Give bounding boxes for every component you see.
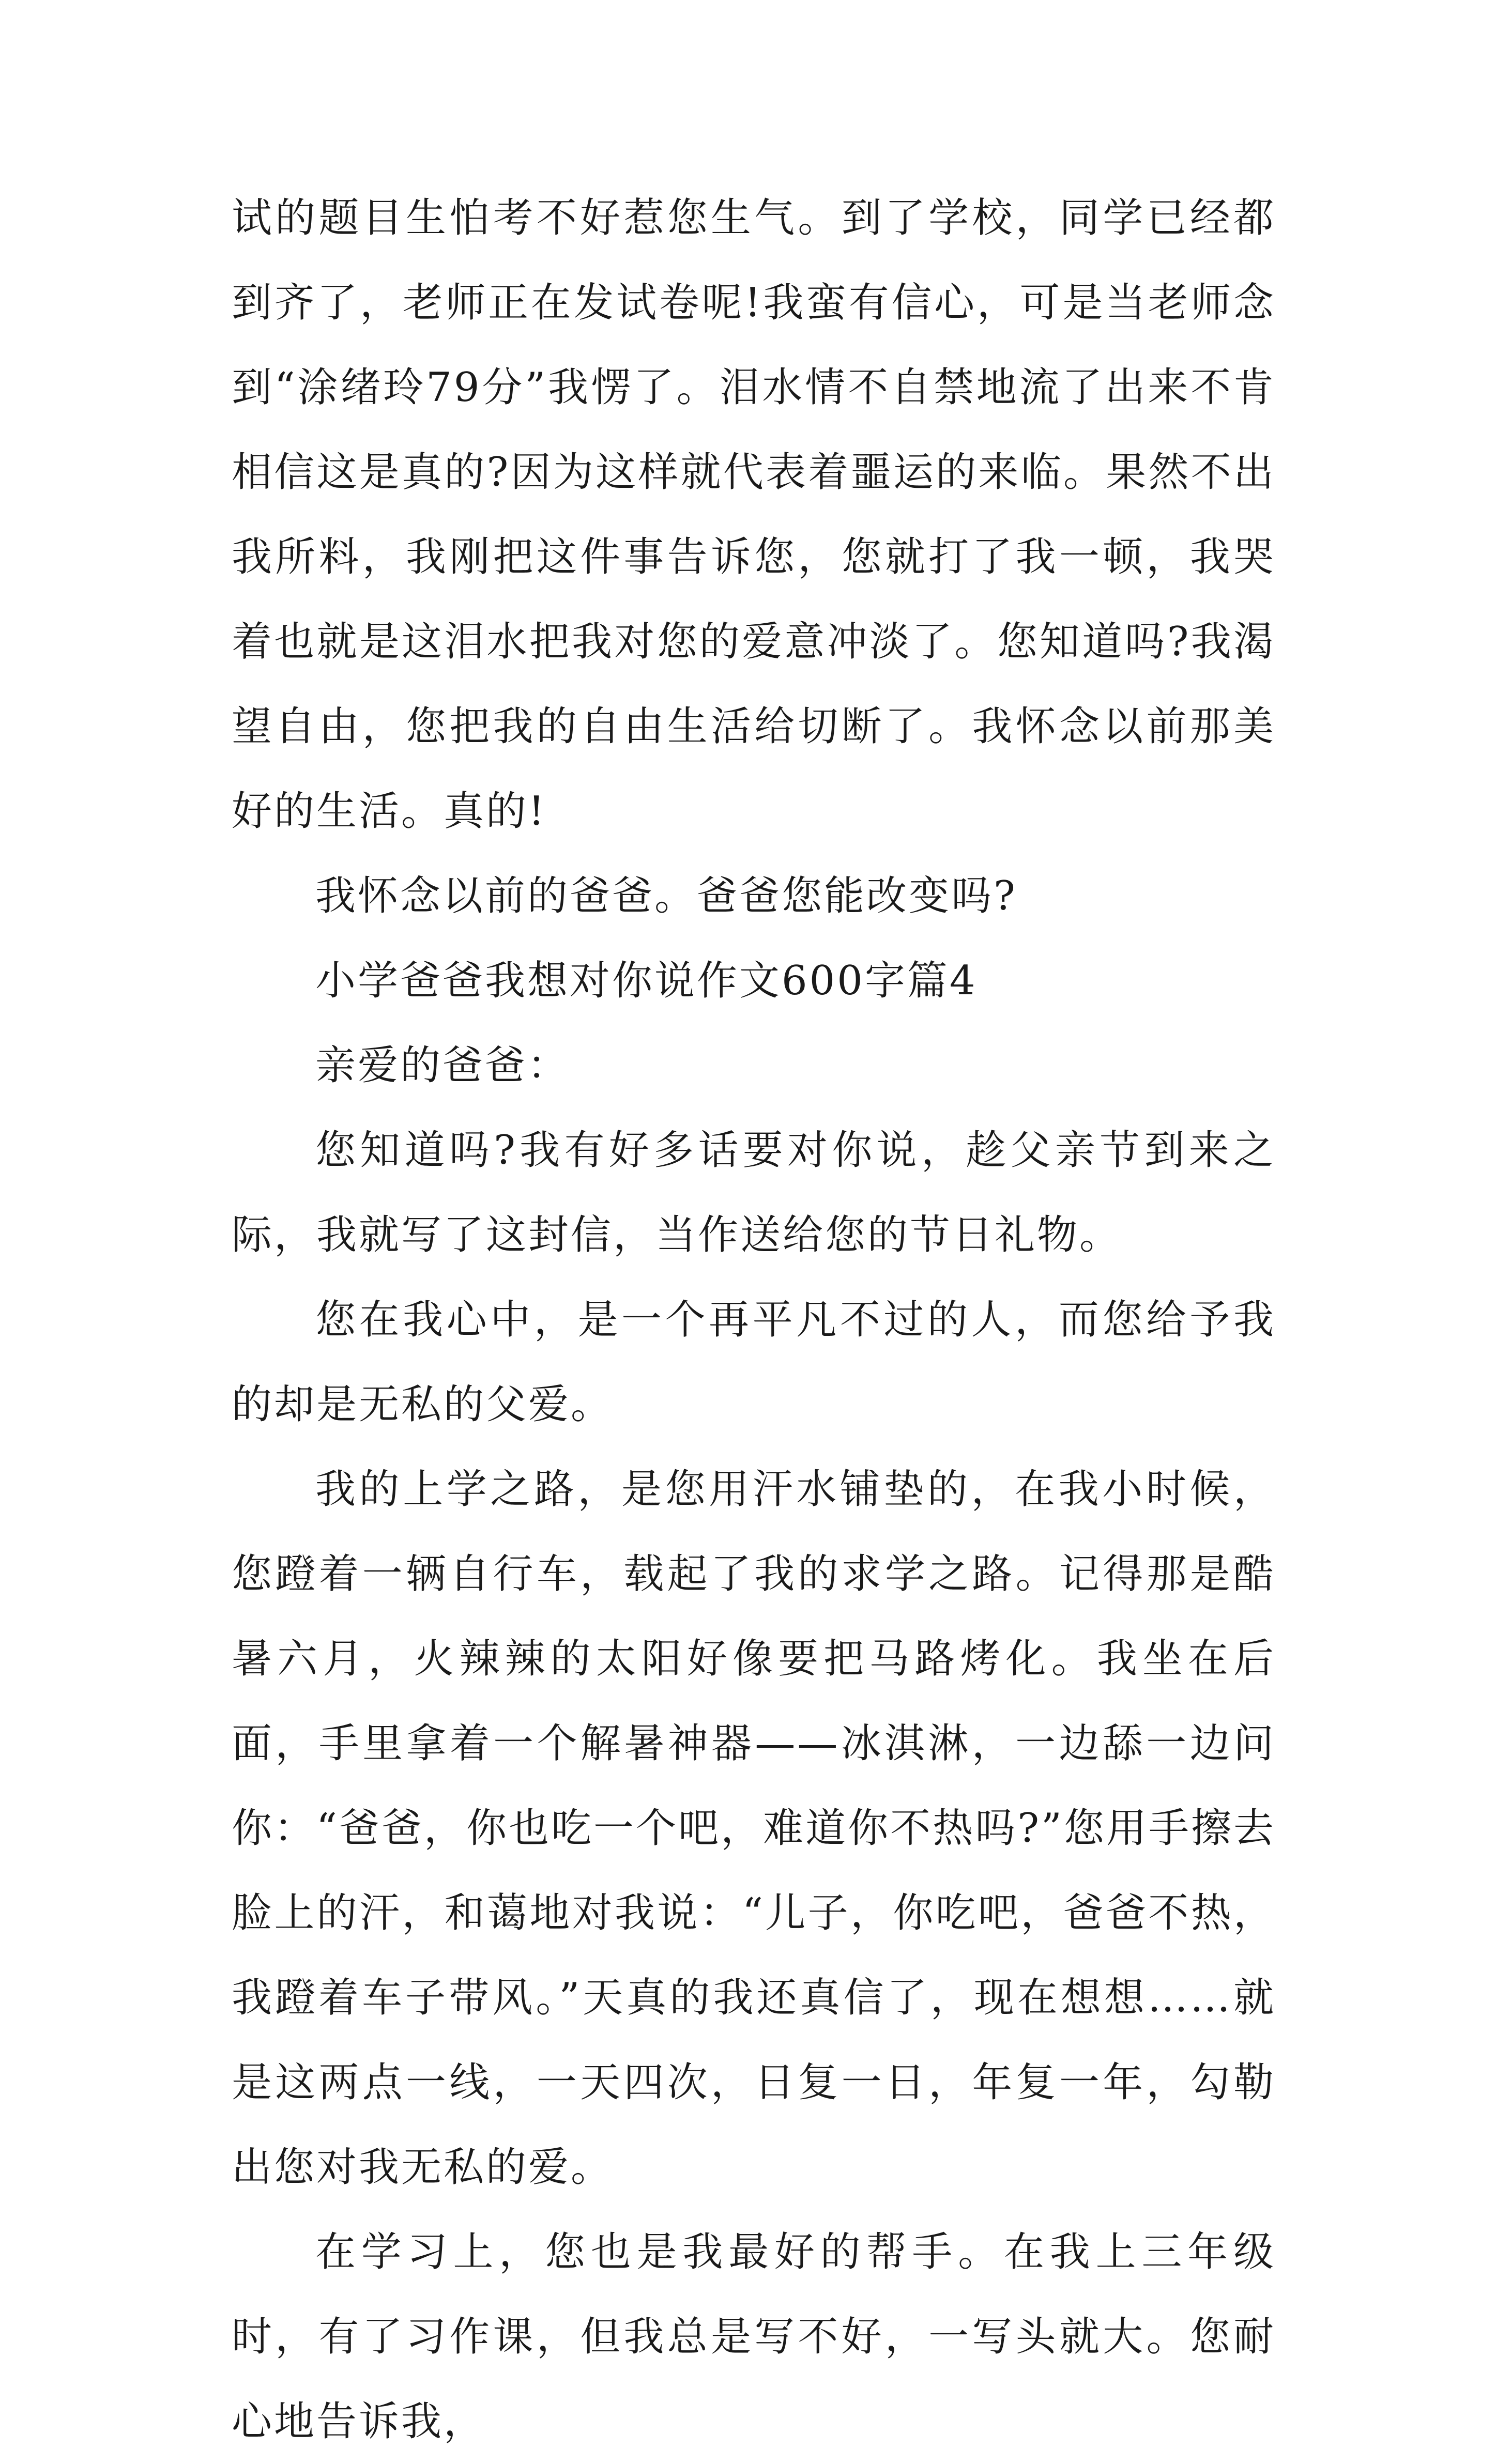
- paragraph: 您知道吗?我有好多话要对你说，趁父亲节到来之际，我就写了这封信，当作送给您的节日礼物。: [232, 1127, 1276, 1258]
- paragraph: 在学习上，您也是我最好的帮手。在我上三年级时，有了习作课，但我总是写不好，一写头就大。您耐心地告诉我，: [232, 2229, 1276, 2445]
- paragraph-continuation: 试的题目生怕考不好惹您生气。到了学校，同学已经都到齐了，老师正在发试卷呢!我蛮有信心，可是当老师念到“涂绪玲79分”我愣了。泪水情不自禁地流了出来不肯相信这是真的?因为这样就代表着噩运的来临。果然不出我所料，我刚把这件事告诉您，您就打了我一顿，我哭着也就是这泪水把我对您的爱意冲淡了。您知道吗?我渴望自由，您把我的自由生活给切断了。我怀念以前那美好的生活。真的!: [232, 195, 1276, 835]
- salutation: 亲爱的爸爸：: [315, 1042, 570, 1089]
- essay-heading: 小学爸爸我想对你说作文600字篇4: [315, 958, 978, 1004]
- document-body: [232, 176, 1276, 2464]
- paragraph: 我怀念以前的爸爸。爸爸您能改变吗?: [315, 873, 1017, 919]
- paragraph: 您在我心中，是一个再平凡不过的人，而您给予我的却是无私的父爱。: [232, 1297, 1276, 1428]
- paragraph: 我的上学之路，是您用汗水铺垫的，在我小时候，您蹬着一辆自行车，载起了我的求学之路。记得那是酷暑六月，火辣辣的太阳好像要把马路烤化。我坐在后面，手里拿着一个解暑神器——冰淇淋，一边舔一边问你：“爸爸，你也吃一个吧，难道你不热吗?”您用手擦去脸上的汗，和蔼地对我说：“儿子，你吃吧，爸爸不热，我蹬着车子带风。”天真的我还真信了，现在想想……就是这两点一线，一天四次，日复一日，年复一年，勾勒出您对我无私的爱。: [232, 1466, 1276, 2191]
